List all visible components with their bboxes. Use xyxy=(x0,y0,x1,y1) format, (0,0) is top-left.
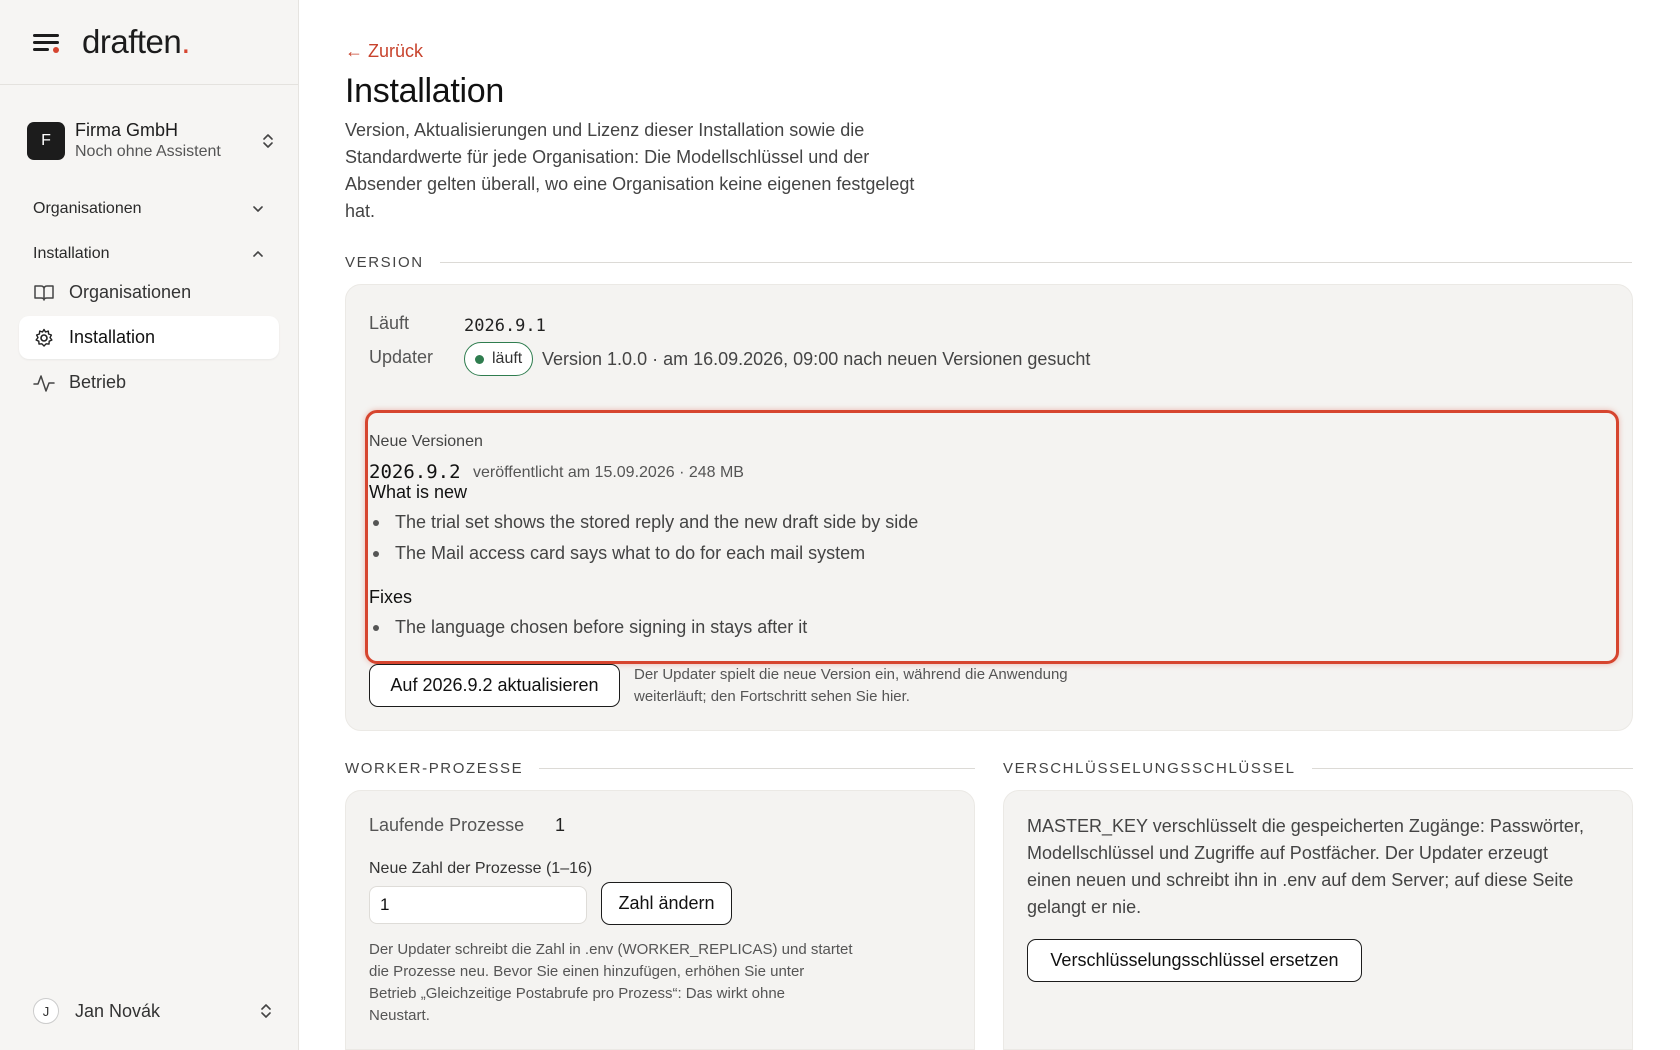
section-title: VERSION xyxy=(345,254,424,271)
running-processes-label: Laufende Prozesse xyxy=(369,815,525,835)
status-badge xyxy=(464,342,533,376)
running-processes-value: 1 xyxy=(555,815,566,835)
update-hint-line: weiterläuft; den Fortschritt sehen Sie hier. xyxy=(634,688,910,705)
sidebar-item-organisationen[interactable] xyxy=(19,271,279,314)
workers-hint-line: Neustart. xyxy=(369,1007,430,1024)
nav-section-label: Organisationen xyxy=(33,200,142,217)
chevron-up-icon xyxy=(251,247,265,261)
workers-card xyxy=(345,790,975,1050)
encryption-card xyxy=(1003,790,1633,1050)
gear-icon xyxy=(33,327,55,349)
list-item-text: The language chosen before signing in stays after it xyxy=(395,617,808,637)
nav-section-label: Installation xyxy=(33,245,110,262)
new-version-number: 2026.9.2 xyxy=(369,461,461,483)
running-version: 2026.9.1 xyxy=(464,316,546,336)
updater-info: Version 1.0.0 · am 16.09.2026, 09:00 nach neuen Versionen gesucht xyxy=(542,349,1091,369)
org-name: Firma GmbH xyxy=(75,120,178,140)
update-hint xyxy=(634,664,1068,708)
user-name: Jan Novák xyxy=(75,1000,161,1021)
status-badge-label: läuft xyxy=(492,350,523,367)
updater-label: Updater xyxy=(369,347,434,367)
page-description: Version, Aktualisierungen und Lizenz dieser Installation sowie die Standardwerte für jede Organisation: Die Modellschlüssel und der Absender gelten überall, wo eine Organisation keine eigenen festgelegt hat. xyxy=(345,120,915,221)
list-item-text: The trial set shows the stored reply and the new draft side by side xyxy=(395,512,919,532)
page-title: Installation xyxy=(345,72,504,110)
activity-icon xyxy=(33,372,55,394)
section-header-version xyxy=(345,254,1632,271)
process-count-input[interactable]: 1 xyxy=(369,886,587,924)
list-item-text: The Mail access card says what to do for each mail system xyxy=(395,543,866,563)
encryption-line: gelangt er nie. xyxy=(1027,897,1142,917)
list-item xyxy=(369,617,807,638)
running-label: Läuft xyxy=(369,313,410,333)
change-count-button[interactable]: Zahl ändern xyxy=(601,882,732,925)
sidebar-item-label: Betrieb xyxy=(69,372,127,392)
list-item xyxy=(369,543,865,564)
new-version-meta: veröffentlicht am 15.09.2026 · 248 MB xyxy=(473,464,744,481)
org-switcher[interactable] xyxy=(27,117,275,165)
status-dot-icon xyxy=(475,355,484,364)
back-link[interactable]: ← Zurück xyxy=(345,41,424,61)
app-logo[interactable]: draften. xyxy=(82,23,190,60)
section-header-encryption xyxy=(1003,760,1633,777)
workers-hint xyxy=(369,939,889,1027)
workers-hint-line: Der Updater schreibt die Zahl in .env (WORKER_REPLICAS) und startet xyxy=(369,941,853,958)
nav-section-installation[interactable] xyxy=(33,245,265,263)
section-title: WORKER-PROZESSE xyxy=(345,760,524,777)
nav-section-organisationen[interactable] xyxy=(33,200,265,218)
chevron-down-icon xyxy=(251,202,265,216)
user-menu[interactable] xyxy=(33,995,273,1027)
brand-bar xyxy=(0,0,298,85)
sidebar-item-label: Organisationen xyxy=(69,282,192,302)
section-title: VERSCHLÜSSELUNGSSCHLÜSSEL xyxy=(1003,760,1296,777)
encryption-line: einen neuen und schreibt ihn in .env auf dem Server; auf diese Seite xyxy=(1027,870,1574,890)
org-avatar: F xyxy=(27,122,65,160)
fixes-heading: Fixes xyxy=(369,587,413,607)
process-count-label: Neue Zahl der Prozesse (1–16) xyxy=(369,860,593,877)
org-subtitle: Noch ohne Assistent xyxy=(75,143,221,160)
update-hint-line: Der Updater spielt die neue Version ein, während die Anwendung xyxy=(634,666,1068,683)
whats-new-heading: What is new xyxy=(369,482,468,502)
sidebar xyxy=(0,0,299,1050)
chevron-updown-icon xyxy=(261,131,275,151)
encryption-line: Modellschlüssel und Zugriffe auf Postfächer. Der Updater erzeugt xyxy=(1027,843,1548,863)
new-versions-label: Neue Versionen xyxy=(369,433,483,450)
sidebar-item-installation[interactable] xyxy=(19,316,279,359)
encryption-line: MASTER_KEY verschlüsselt die gespeicherten Zugänge: Passwörter, xyxy=(1027,816,1584,836)
sidebar-item-label: Installation xyxy=(69,327,156,347)
version-card xyxy=(345,284,1633,731)
workers-hint-line: Betrieb „Gleichzeitige Postabrufe pro Prozess“: Das wirkt ohne xyxy=(369,985,786,1002)
sidebar-item-betrieb[interactable] xyxy=(19,361,279,404)
section-header-workers xyxy=(345,760,975,777)
workers-hint-line: die Prozesse neu. Bevor Sie einen hinzufügen, erhöhen Sie unter xyxy=(369,963,805,980)
avatar: J xyxy=(33,998,59,1024)
chevron-updown-icon xyxy=(259,1001,273,1021)
list-item xyxy=(369,512,918,533)
menu-icon[interactable] xyxy=(33,32,59,52)
update-button[interactable]: Auf 2026.9.2 aktualisieren xyxy=(369,664,620,707)
replace-key-button[interactable]: Verschlüsselungsschlüssel ersetzen xyxy=(1027,939,1362,982)
book-icon xyxy=(33,282,55,304)
encryption-description xyxy=(1027,813,1617,921)
